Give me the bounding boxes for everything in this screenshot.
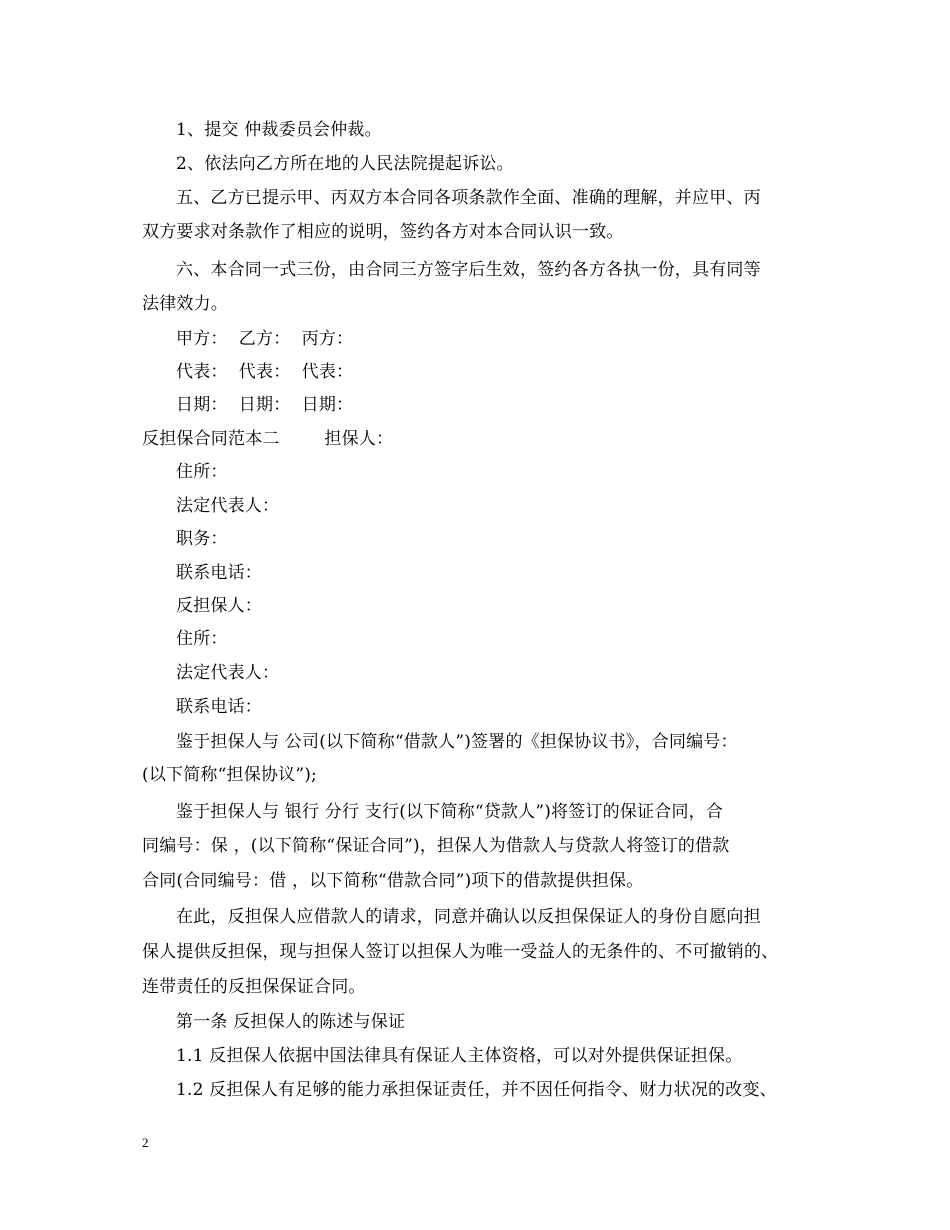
text-line: 法定代表人： <box>176 663 280 683</box>
text-line: 住所： <box>176 462 228 482</box>
text-line: 双方要求对条款作了相应的说明，签约各方对本合同认识一致。 <box>142 222 624 242</box>
text-line: 住所： <box>176 629 228 649</box>
page-number: 2 <box>142 1135 149 1150</box>
text-line: 鉴于担保人与 银行 分行 支行(以下简称“贷款人”)将签订的保证合同，合 <box>176 802 724 822</box>
text-line: 1.2 反担保人有足够的能力承担保证责任，并不因任何指令、财力状况的改变、 <box>176 1080 777 1100</box>
text-line: 2、依法向乙方所在地的人民法院提起诉讼。 <box>176 154 514 174</box>
text-line: 法定代表人： <box>176 496 280 516</box>
text-line: 1、提交 仲裁委员会仲裁。 <box>176 120 382 140</box>
text-line: 法律效力。 <box>142 294 228 314</box>
text-line: 日期： 日期： 日期： <box>176 395 354 415</box>
text-line: 同编号：保 ，(以下简称“保证合同”)，担保人为借款人与贷款人将签订的借款 <box>142 836 730 856</box>
text-line: 职务： <box>176 529 228 549</box>
text-line: 第一条 反担保人的陈述与保证 <box>176 1012 406 1032</box>
text-line: 反担保合同范本二 担保人： <box>142 429 394 449</box>
text-line: 鉴于担保人与 公司(以下简称“借款人”)签署的《担保协议书》，合同编号： <box>176 732 738 752</box>
text-line: 联系电话： <box>176 697 262 717</box>
text-line: 保人提供反担保，现与担保人签订以担保人为唯一受益人的无条件的、不可撤销的、 <box>142 942 779 962</box>
text-line: 1.1 反担保人依据中国法律具有保证人主体资格，可以对外提供保证担保。 <box>176 1046 743 1066</box>
text-line: 代表： 代表： 代表： <box>176 362 354 382</box>
text-line: 甲方： 乙方： 丙方： <box>176 329 354 349</box>
text-line: 合同(合同编号：借 ，以下简称“借款合同”)项下的借款提供担保。 <box>142 871 644 891</box>
text-line: 连带责任的反担保保证合同。 <box>142 977 366 997</box>
text-line: 六、本合同一式三份，由合同三方签字后生效，签约各方各执一份，具有同等 <box>176 260 761 280</box>
text-line: 在此，反担保人应借款人的请求，同意并确认以反担保保证人的身份自愿向担 <box>176 907 761 927</box>
text-line: 反担保人： <box>176 596 262 616</box>
text-line: (以下简称“担保协议”); <box>142 765 317 785</box>
text-line: 联系电话： <box>176 563 262 583</box>
text-line: 五、乙方已提示甲、丙双方本合同各项条款作全面、准确的理解，并应甲、丙 <box>176 188 761 208</box>
